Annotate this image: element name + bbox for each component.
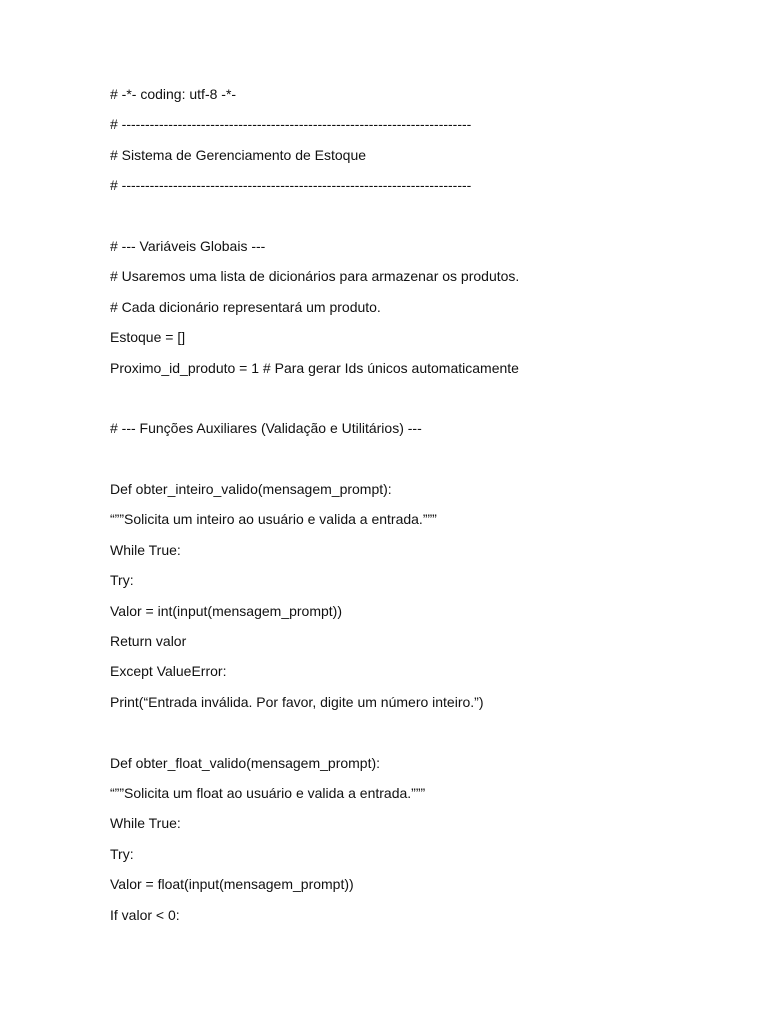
code-line: Try: — [110, 845, 134, 862]
blank-line — [110, 206, 730, 236]
code-line: While True: — [110, 541, 181, 558]
code-line: Proximo_id_produto = 1 # Para gerar Ids únicos automaticamente — [110, 359, 519, 376]
code-line: Estoque = [] — [110, 329, 186, 346]
globals-description-comment-line: # Usaremos uma lista de dicionários para armazenar os produtos. — [110, 268, 520, 285]
blank-line — [110, 722, 730, 752]
helpers-heading-comment-line: # --- Funções Auxiliares (Validação e Utilitários) --- — [110, 420, 422, 437]
code-line: If valor < 0: — [110, 906, 180, 923]
system-title-comment-line: # Sistema de Gerenciamento de Estoque — [110, 146, 367, 163]
code-line: Def obter_float_valido(mensagem_prompt): — [110, 754, 381, 771]
code-line: Try: — [110, 572, 134, 589]
blank-line — [110, 449, 730, 479]
blank-line — [110, 388, 730, 418]
code-line: Print(“Entrada inválida. Por favor, digite um número inteiro.”) — [110, 693, 484, 710]
code-line: Return valor — [110, 633, 187, 650]
document-body — [110, 84, 730, 935]
separator-comment-line: # --------------------------------------------------------------------------- — [110, 116, 472, 133]
coding-comment-line: # -*- coding: utf-8 -*- — [110, 86, 237, 102]
docstring-line: “””Solicita um inteiro ao usuário e valida a entrada.””” — [110, 511, 437, 528]
globals-description-comment-line: # Cada dicionário representará um produto. — [110, 298, 381, 315]
globals-heading-comment-line: # --- Variáveis Globais --- — [110, 237, 266, 254]
code-line: Def obter_inteiro_valido(mensagem_prompt): — [110, 481, 392, 498]
code-line: Valor = float(input(mensagem_prompt)) — [110, 876, 354, 893]
code-line: While True: — [110, 815, 181, 832]
docstring-line: “””Solicita um float ao usuário e valida a entrada.””” — [110, 784, 426, 801]
code-line: Except ValueError: — [110, 663, 227, 680]
separator-comment-line: # --------------------------------------------------------------------------- — [110, 177, 472, 194]
code-line: Valor = int(input(mensagem_prompt)) — [110, 602, 343, 619]
